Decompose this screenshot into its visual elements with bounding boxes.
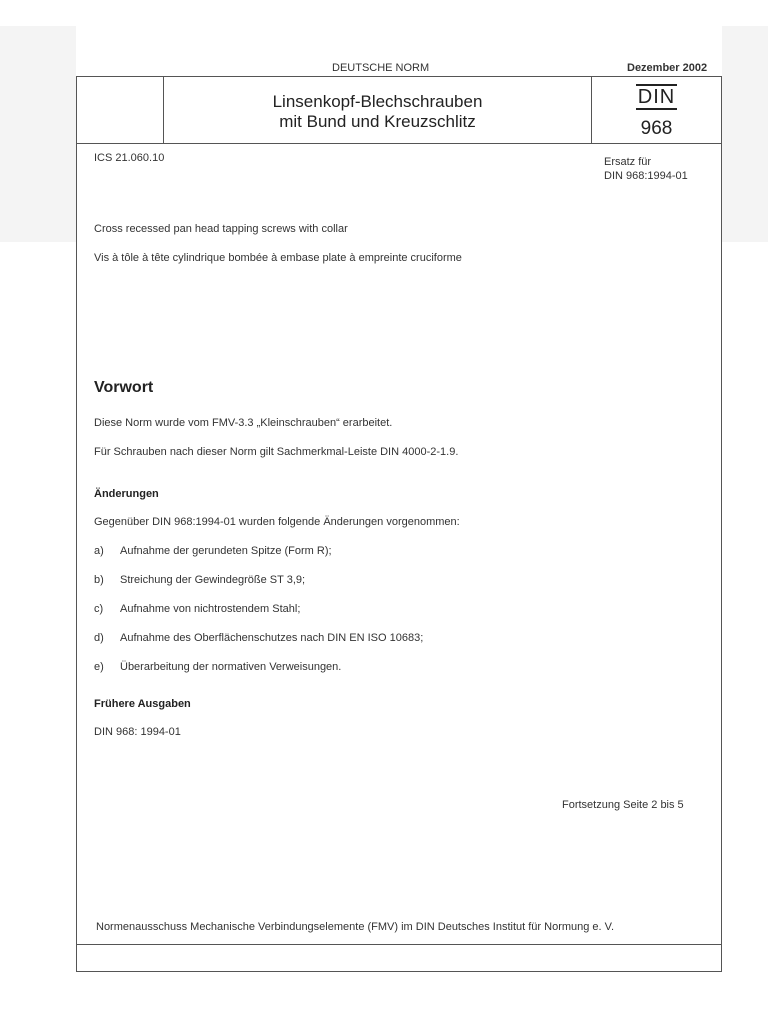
frame-right-rule — [721, 76, 722, 972]
list-item-marker: a) — [94, 545, 104, 557]
document-page — [76, 26, 722, 972]
english-title: Cross recessed pan head tapping screws with collar — [94, 223, 348, 235]
list-item-marker: c) — [94, 603, 104, 615]
ics-code: ICS 21.060.10 — [94, 152, 165, 164]
replaces-value: DIN 968:1994-01 — [604, 170, 688, 182]
publisher-footer: Normenausschuss Mechanische Verbindungselemente (FMV) im DIN Deutsches Institut für Normung e. V. — [96, 921, 615, 933]
foreword-paragraph-2: Für Schrauben nach dieser Norm gilt Sachmerkmal-Leiste DIN 4000-2-1.9. — [94, 446, 459, 458]
issue-date: Dezember 2002 — [627, 62, 708, 74]
title-line-1: Linsenkopf-Blechschrauben — [272, 92, 483, 111]
previous-editions-text: DIN 968: 1994-01 — [94, 726, 181, 738]
list-item: Streichung der Gewindegröße ST 3,9; — [120, 574, 306, 586]
standard-label: DEUTSCHE NORM — [332, 62, 430, 74]
background-bottom — [0, 972, 768, 1024]
footer-rule-top — [76, 944, 722, 945]
header-top-rule — [76, 76, 722, 77]
header-bottom-rule — [76, 143, 722, 144]
list-item-marker: b) — [94, 574, 104, 586]
frame-left-rule — [76, 76, 77, 972]
list-item: Aufnahme von nichtrostendem Stahl; — [120, 603, 301, 615]
replaces-label: Ersatz für — [604, 156, 652, 168]
document-title — [164, 92, 591, 132]
din-logo — [592, 84, 721, 110]
din-logo-text: DIN — [637, 86, 676, 108]
continuation-note: Fortsetzung Seite 2 bis 5 — [562, 799, 684, 811]
foreword-heading: Vorwort — [94, 379, 154, 396]
footer-rule-bottom — [76, 971, 722, 972]
standard-number: 968 — [640, 118, 673, 139]
previous-editions-heading: Frühere Ausgaben — [94, 698, 191, 710]
list-item-marker: e) — [94, 661, 104, 673]
list-item: Aufnahme des Oberflächenschutzes nach DIN EN ISO 10683; — [120, 632, 424, 644]
changes-intro: Gegenüber DIN 968:1994-01 wurden folgende Änderungen vorgenommen: — [94, 516, 460, 528]
list-item-marker: d) — [94, 632, 104, 644]
foreword-paragraph-1: Diese Norm wurde vom FMV-3.3 „Kleinschrauben“ erarbeitet. — [94, 417, 393, 429]
french-title: Vis à tôle à tête cylindrique bombée à embase plate à empreinte cruciforme — [94, 252, 462, 264]
background-top — [0, 0, 768, 26]
list-item: Überarbeitung der normativen Verweisungen. — [120, 661, 342, 673]
title-line-2: mit Bund und Kreuzschlitz — [279, 112, 476, 131]
list-item: Aufnahme der gerundeten Spitze (Form R); — [120, 545, 332, 557]
changes-heading: Änderungen — [94, 488, 159, 500]
